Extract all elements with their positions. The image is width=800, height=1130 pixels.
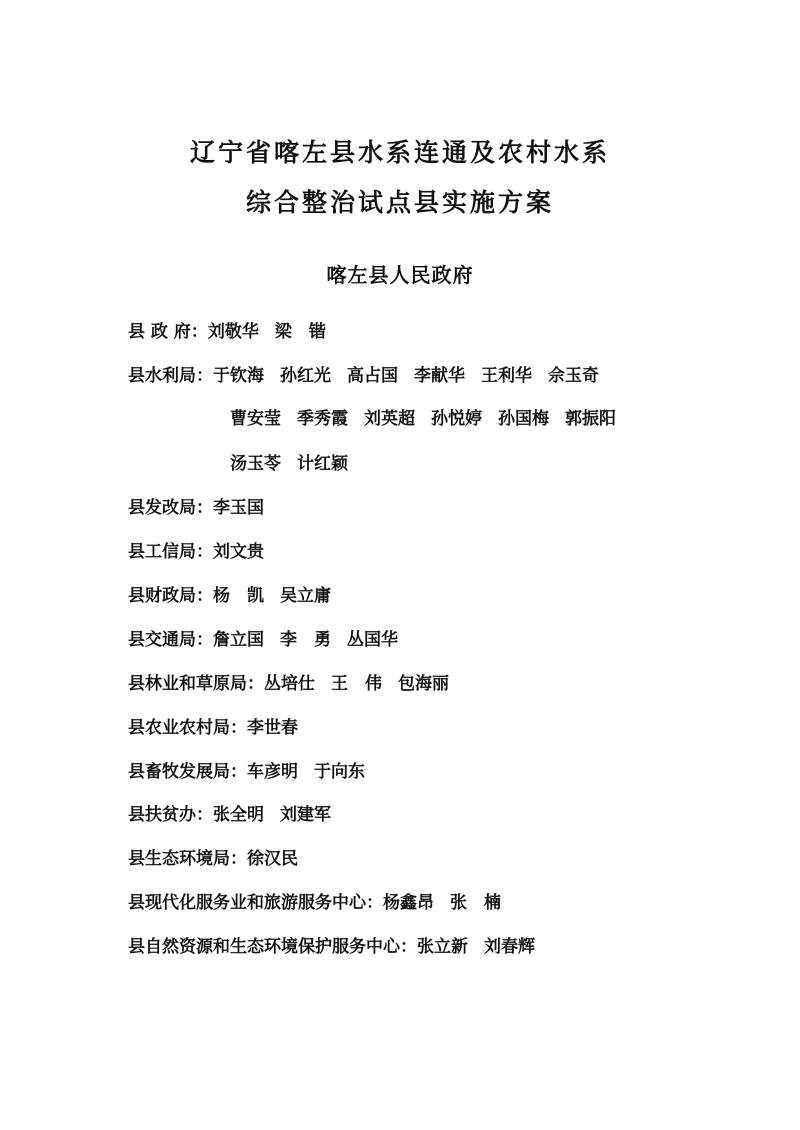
- member-name: 徐汉民: [247, 849, 298, 869]
- department-label: 县畜牧发展局：: [128, 762, 247, 782]
- member-name: 刘敬华: [207, 322, 259, 342]
- member-name: 丛培仕: [264, 674, 315, 694]
- member-names: [213, 542, 280, 562]
- member-name: 张全明: [213, 805, 264, 825]
- member-name: 刘春辉: [484, 937, 535, 957]
- department-label: 县林业和草原局：: [128, 674, 264, 694]
- member-name: 包海丽: [398, 674, 449, 694]
- member-names: [247, 718, 314, 738]
- staff-row: [128, 584, 347, 608]
- staff-row: [128, 540, 280, 564]
- member-names: [247, 762, 381, 782]
- member-name: 刘文贵: [213, 542, 264, 562]
- member-name: 郭振阳: [565, 409, 616, 429]
- staff-row: [128, 803, 347, 827]
- member-names: [213, 366, 615, 386]
- department-label: 县水利局：: [128, 366, 213, 386]
- member-name: 李世春: [247, 718, 298, 738]
- staff-row: [128, 716, 314, 740]
- member-names: [247, 849, 314, 869]
- member-name: 佘玉奇: [548, 366, 599, 386]
- department-label: 县交通局：: [128, 630, 213, 650]
- title-line-1: 辽宁省喀左县水系连通及农村水系: [189, 138, 610, 167]
- department-label: 县扶贫办：: [128, 805, 213, 825]
- member-name: 梁 锴: [274, 322, 326, 342]
- staff-row: [128, 847, 314, 871]
- member-name: 季秀霞: [297, 409, 348, 429]
- staff-row: [128, 320, 342, 344]
- member-name: 车彦明: [247, 762, 298, 782]
- member-names: [264, 674, 465, 694]
- member-name: 刘建军: [280, 805, 331, 825]
- member-name: 刘英超: [364, 409, 415, 429]
- member-name: 张 楠: [450, 893, 501, 913]
- member-names: [213, 586, 347, 606]
- department-label: 县自然资源和生态环境保护服务中心：: [128, 937, 417, 957]
- member-name: 李献华: [414, 366, 465, 386]
- staff-row: [128, 760, 381, 784]
- member-name: 丛国华: [347, 630, 398, 650]
- member-names: [230, 409, 632, 429]
- member-names: [213, 630, 414, 650]
- staff-row: [128, 628, 414, 652]
- member-names: [213, 498, 280, 518]
- member-names: [213, 805, 347, 825]
- department-label: 县发改局：: [128, 498, 213, 518]
- member-name: 王 伟: [331, 674, 382, 694]
- staff-row: [230, 452, 364, 476]
- title-line-2: 综合整治试点县实施方案: [245, 188, 554, 217]
- department-label: 县 政 府：: [128, 322, 208, 342]
- department-label: 县现代化服务业和旅游服务中心：: [128, 893, 383, 913]
- member-names: [230, 454, 364, 474]
- department-label: 县财政局：: [128, 586, 213, 606]
- member-name: 计红颖: [297, 454, 348, 474]
- member-name: 孙国梅: [498, 409, 549, 429]
- member-name: 王利华: [481, 366, 532, 386]
- member-name: 孙悦婷: [431, 409, 482, 429]
- member-name: 李玉国: [213, 498, 264, 518]
- author-org: 喀左县人民政府: [326, 263, 474, 287]
- member-name: 曹安莹: [230, 409, 281, 429]
- department-label: 县工信局：: [128, 542, 213, 562]
- member-names: [383, 893, 517, 913]
- member-name: 张立新: [417, 937, 468, 957]
- staff-row: [128, 364, 615, 388]
- member-name: 詹立国: [213, 630, 264, 650]
- member-name: 杨鑫昂: [383, 893, 434, 913]
- member-name: 于钦海: [213, 366, 264, 386]
- member-name: 于向东: [314, 762, 365, 782]
- member-names: [417, 937, 551, 957]
- member-name: 高占国: [347, 366, 398, 386]
- member-name: 吴立庸: [280, 586, 331, 606]
- staff-row: [230, 407, 632, 431]
- member-name: 李 勇: [280, 630, 331, 650]
- department-label: 县生态环境局：: [128, 849, 247, 869]
- staff-row: [128, 935, 551, 959]
- staff-row: [128, 672, 465, 696]
- department-label: 县农业农村局：: [128, 718, 247, 738]
- member-name: 汤玉苓: [230, 454, 281, 474]
- staff-row: [128, 496, 280, 520]
- member-name: 孙红光: [280, 366, 331, 386]
- member-names: [208, 322, 342, 342]
- staff-row: [128, 891, 517, 915]
- member-name: 杨 凯: [213, 586, 264, 606]
